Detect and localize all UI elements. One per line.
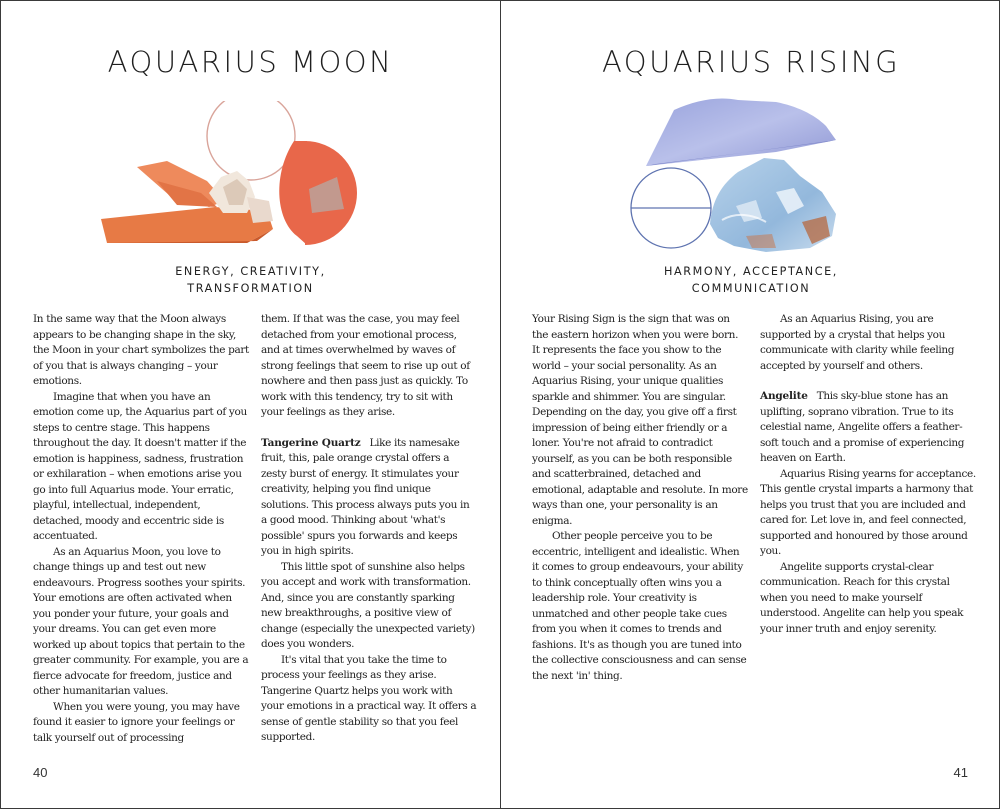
paragraph: Other people perceive you to be eccentric, intelligent and idealistic. When it comes to group endeavours, your ability to think conceptually often wins you a leadership role. Your creativity is unmatched and other people take cues from you when it comes to trends and fashions. It's as though you are tuned into the collective consciousness and can sense the next 'in' thing.: [532, 530, 747, 682]
paragraph: It's vital that you take the time to process your feelings as they arise. Tangerine Quartz helps you work with your emotions in a practical way. It offers a sense of gentle stability so that you feel supported.: [261, 653, 477, 743]
right-page: [501, 1, 1000, 809]
text-column-1: [532, 312, 748, 684]
crystal-description: This sky-blue stone has an uplifting, soprano vibration. True to its celestial name, Angelite offers a feather-soft touch and a promise of experiencing heaven on Earth.: [760, 390, 965, 464]
left-page: [1, 1, 500, 809]
keywords-line: ENERGY, CREATIVITY,: [175, 265, 326, 278]
page-number: 41: [953, 765, 968, 780]
angelite-illustration: [626, 96, 856, 256]
keywords: [1, 263, 500, 297]
paragraph: Your Rising Sign is the sign that was on the eastern horizon when you were born. It represents the face you show to the world – your social personality. As an Aquarius Rising, your unique qualities sparkle and shimmer. You are singular. Depending on the day, you give off a first impression of being either friendly or a loner. You're not afraid to contradict yourself, as you can be both responsible and scatterbrained, detached and emotional, adaptable and resolute. In more ways than one, your personality is an enigma.: [532, 313, 748, 527]
paragraph: When you were young, you may have found it easier to ignore your feelings or talk yourself out of processing: [33, 700, 240, 744]
paragraph: This little spot of sunshine also helps you accept and work with transformation. And, since you are constantly sparking new breakthroughs, a positive view of change (especially the unexpected variety) does you wonders.: [261, 560, 475, 650]
crystal-description: Like its namesake fruit, this, pale orange crystal offers a zesty burst of energy. It stimulates your creativity, helping you find unique solutions. This process always puts you in a good mood. Thinking about 'what's possible' spurs you forwards and keeps you in high spirits.: [261, 436, 470, 557]
crystal-paragraph: [261, 436, 477, 560]
keywords: [501, 263, 1000, 297]
tangerine-quartz-illustration: [97, 101, 357, 251]
paragraph: Aquarius Rising yearns for acceptance. This gentle crystal imparts a harmony that helps you trust that you are included and cared for. Let love in, and feel connected, supported and honoured by those around you.: [760, 467, 976, 557]
paragraph: In the same way that the Moon always appears to be changing shape in the sky, the Moon in your chart symbolizes the part of you that is always changing – your emotions.: [33, 313, 249, 387]
keywords-line: HARMONY, ACCEPTANCE,: [664, 265, 838, 278]
paragraph: Angelite supports crystal-clear communication. Reach for this crystal when you need to make yourself understood. Angelite can help you speak your inner truth and enjoy serenity.: [760, 560, 964, 635]
page-title: AQUARIUS MOON: [107, 45, 394, 79]
paragraph: As an Aquarius Rising, you are supported by a crystal that helps you communicate with clarity while feeling accepted by yourself and others.: [760, 313, 955, 372]
text-column-1: [33, 312, 249, 746]
crystal-name: Angelite: [760, 390, 808, 402]
paragraph: them. If that was the case, you may feel detached from your emotional process, and at times overwhelmed by waves of strong feelings that seem to rise up out of nowhere and then pass just as quickly. To work with this tendency, try to sit with your feelings as they arise.: [261, 313, 470, 418]
paragraph: Imagine that when you have an emotion come up, the Aquarius part of you steps to centre stage. This happens throughout the day. It doesn't matter if the emotion is happiness, sadness, frustration or exhilaration – when emotions arise you go into full Aquarius mode. Your erratic, playful, intellectual, independent, detached, moody and eccentric side is accentuated.: [33, 390, 247, 542]
page-number: 40: [33, 765, 48, 780]
crystal-paragraph: [760, 389, 976, 467]
crystal-name: Tangerine Quartz: [261, 436, 361, 449]
paragraph: As an Aquarius Moon, you love to change things up and test out new endeavours. Progress soothes your spirits. Your emotions are often activated when you ponder your future, your goals and your dreams. You can get even more worked up about topics that pertain to the greater community. For example, you are a fierce advocate for freedom, justice and other humanitarian values.: [33, 545, 249, 697]
keywords-line: TRANSFORMATION: [187, 282, 314, 295]
page-title: AQUARIUS RISING: [601, 45, 901, 79]
keywords-line: COMMUNICATION: [691, 282, 811, 295]
text-column-2: [760, 312, 976, 637]
text-column-2: [261, 312, 477, 746]
